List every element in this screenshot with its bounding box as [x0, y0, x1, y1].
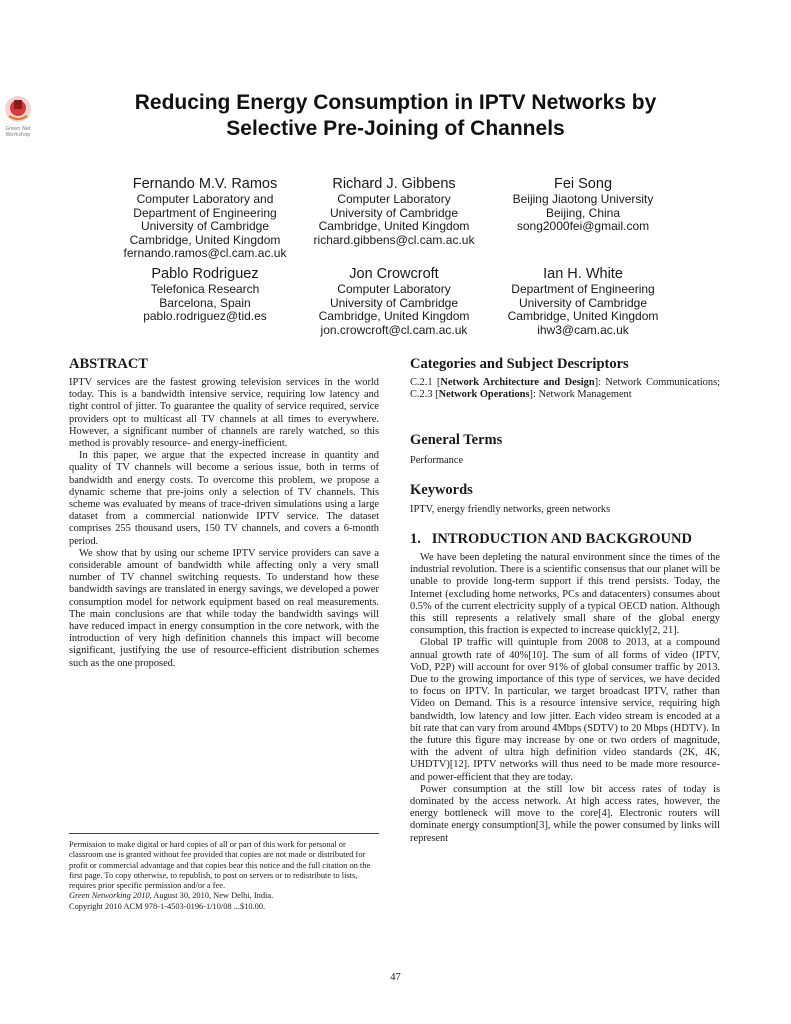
- author-block: [473, 266, 693, 337]
- footnote-rule: [69, 833, 379, 834]
- category-rest: ]: Network Communications; C.2.3 [: [410, 377, 720, 401]
- author-email: fernando.ramos@cl.cam.ac.uk: [123, 246, 287, 261]
- author-affiliation: University of Cambridge: [518, 295, 648, 310]
- author-affiliation: Barcelona, Spain: [159, 295, 251, 310]
- author-block: [95, 176, 315, 261]
- author-affiliation: Computer Laboratory and: [136, 192, 274, 206]
- venue-details: August 30, 2010, New Delhi, India.: [151, 891, 274, 901]
- author-affiliation: University of Cambridge: [140, 219, 270, 234]
- category-name: Network Operations: [438, 389, 530, 401]
- author-affiliation: Beijing, China: [545, 205, 621, 220]
- intro-heading: 1. INTRODUCTION AND BACKGROUND: [410, 531, 692, 547]
- paper-title: [60, 90, 731, 142]
- author-email: jon.crowcroft@cl.cam.ac.uk: [320, 322, 468, 337]
- workshop-logo-icon: [3, 94, 33, 124]
- author-block: [95, 266, 315, 324]
- permission-text: Permission to make digital or hard copies of all or part of this work for personal or classroom use is granted without fee provided that copies are not made or distributed for profit or commercial advantage and that copies bear this notice and the full citation on the first page. To copy otherwise, to republish, to post on servers or to redistribute to lists, requires prior specific permission and/or a fee.: [69, 840, 371, 891]
- author-email: song2000fei@gmail.com: [516, 219, 650, 234]
- author-affiliation: University of Cambridge: [329, 205, 459, 220]
- author-affiliation: Cambridge, United Kingdom: [318, 219, 470, 234]
- intro-paragraph: Power consumption at the still low bit access rates of today is dominated by the access network. At high access rates, however, the energy bottleneck will move to the core[4]. Electronic routers will dominate energy consumption[3], while the power consumed by links will represent: [410, 783, 720, 844]
- general-terms-heading: General Terms: [410, 432, 503, 448]
- categories-text: [410, 377, 720, 401]
- page-number: 47: [390, 972, 401, 983]
- categories-body: [410, 377, 720, 401]
- intro-body: [410, 552, 720, 845]
- author-affiliation: Department of Engineering: [511, 282, 655, 296]
- author-affiliation: Computer Laboratory: [337, 282, 451, 296]
- keywords-text: IPTV, energy friendly networks, green networks: [410, 504, 611, 515]
- category-code: C.2.1 [: [410, 377, 441, 388]
- title-line-2: Selective Pre-Joining of Channels: [226, 117, 565, 140]
- author-name: Fei Song: [553, 176, 613, 192]
- author-affiliation: Cambridge, United Kingdom: [129, 232, 281, 247]
- author-block: [284, 176, 504, 247]
- intro-paragraph: Global IP traffic will quintuple from 2008 to 2013, at a compound annual growth rate of 40%[10]. The sum of all forms of video (IPTV, VoD, P2P) will account for over 91% of global consumer traffic by 2013. Due to the growing importance of this type of services, we have decided to focus on IPTV. In particular, we target broadcast IPTV, rather than Video on Demand. This is a resource intensive service, requiring high bandwidth, low latency and low jitter. Each video stream is encoded at a bit rate that can vary from around 4Mbps (SDTV) to 20 Mbps (HDTV). In the future this figure may increase by one or two orders of magnitude, with the advent of ultra high definition video standards (2K, 4K, UHDTV)[12]. IPTV networks will thus need to be made more resource- and power-efficient that they are today.: [410, 637, 720, 783]
- copyright-line: Copyright 2010 ACM 978-1-4503-0196-1/10/08 ...$10.00.: [69, 901, 266, 911]
- author-affiliation: Cambridge, United Kingdom: [507, 309, 659, 324]
- author-affiliation: Telefonica Research: [150, 282, 260, 296]
- author-affiliation: Beijing Jiaotong University: [512, 192, 654, 206]
- author-name: Jon Crowcroft: [349, 266, 439, 282]
- author-name: Fernando M.V. Ramos: [132, 176, 278, 192]
- logo-label: Green Net Workshop: [5, 126, 31, 138]
- author-affiliation: Computer Laboratory: [337, 192, 451, 206]
- abstract-heading: ABSTRACT: [69, 356, 148, 372]
- author-affiliation: Department of Engineering: [133, 205, 277, 220]
- keywords-heading: Keywords: [410, 482, 473, 498]
- author-name: Ian H. White: [543, 266, 623, 282]
- author-block: [473, 176, 693, 234]
- permission-notice: [69, 840, 379, 912]
- author-affiliation: Cambridge, United Kingdom: [318, 309, 470, 324]
- title-line-1: Reducing Energy Consumption in IPTV Networks by: [134, 91, 657, 114]
- author-email: ihw3@cam.ac.uk: [537, 322, 629, 337]
- author-email: richard.gibbens@cl.cam.ac.uk: [313, 232, 475, 247]
- category-rest: ]: Network Management: [529, 389, 632, 401]
- author-email: pablo.rodriguez@tid.es: [143, 309, 267, 324]
- abstract-paragraph: In this paper, we argue that the expected increase in quantity and quality of TV channels will become a serious issue, both in terms of bandwidth and energy costs. To overcome this problem, we propose a dynamic scheme that pre-joins only a selection of TV channels. This scheme was evaluated by means of trace-driven simulations using a large dataset from a commercial nationwide IPTV service. The dataset comprises 255 thousand users, 150 TV channels, and covers a 6-month period.: [69, 450, 379, 547]
- abstract-paragraph: We show that by using our scheme IPTV service providers can save a considerable amount of bandwidth while affecting only a very small number of TV channel switching requests. To understand how these bandwidth savings are translated in energy savings, we developed a power consumption model for network equipment based on real measurements. The main conclusions are that while today the bandwidth savings will have reduced impact in energy consumption in the core network, with the introduction of very high definition channels this impact will become significant, justifying the use of resource-efficient distribution schemes such as the one proposed.: [69, 547, 379, 669]
- author-affiliation: University of Cambridge: [329, 295, 459, 310]
- author-name: Pablo Rodriguez: [151, 266, 259, 282]
- author-name: Richard J. Gibbens: [332, 176, 456, 192]
- intro-paragraph: We have been depleting the natural environment since the times of the industrial revolution. There is a scientific consensus that our planet will be unable to provide long-term support if this trend persists. Today, the Internet (excluding home networks, PCs and datacenters) consumes about 0.5% of the current electricity supply of a typical OECD nation. Although this still represents a relatively small share of the global energy consumption, this fraction is expected to increase quickly[2, 21].: [410, 552, 720, 637]
- abstract-paragraph: IPTV services are the fastest growing television services in the world today. This is a bandwidth intensive service, requiring low latency and tight control of jitter. To guarantee the quality of service required, service providers opt to multicast all TV channels at all times to everywhere. However, a significant number of channels are rarely watched, so this method is provably resource- and energy-inefficient.: [69, 377, 379, 450]
- category-name: Network Architecture and Design: [440, 377, 595, 388]
- author-block: [284, 266, 504, 337]
- venue-line: [69, 891, 379, 901]
- venue-name: Green Networking 2010,: [69, 891, 152, 901]
- general-terms-text: Performance: [410, 455, 464, 466]
- abstract-body: [69, 377, 379, 670]
- categories-heading: Categories and Subject Descriptors: [410, 356, 629, 372]
